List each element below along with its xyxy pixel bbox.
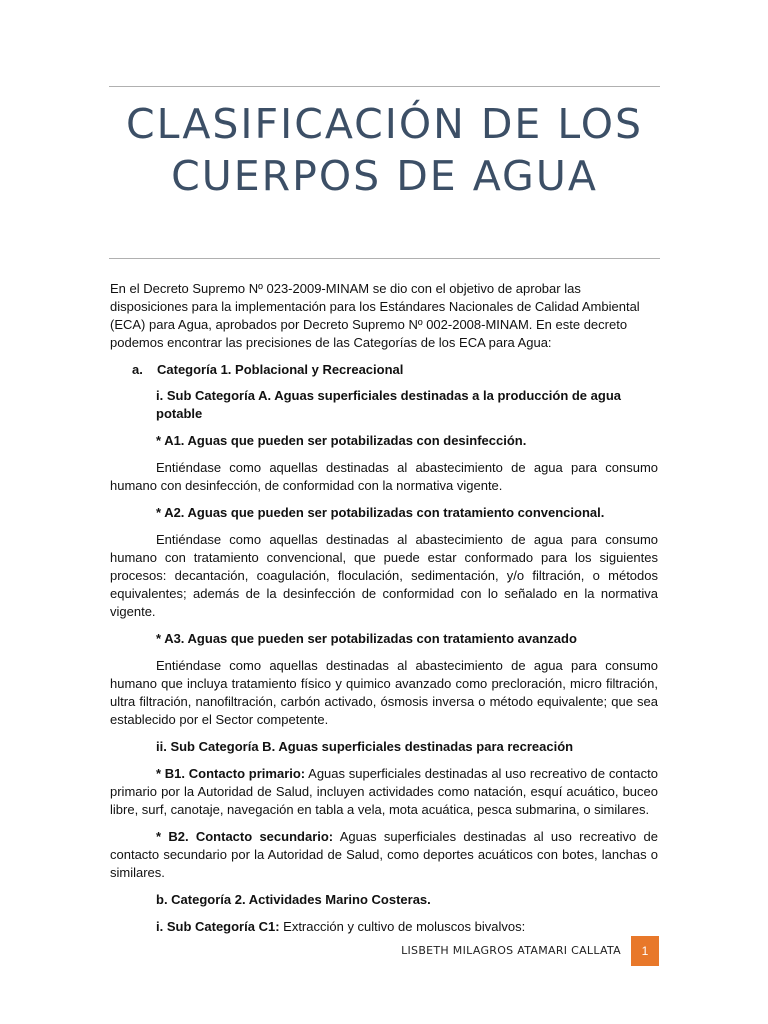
a1-heading: * A1. Aguas que pueden ser potabilizadas con desinfección. xyxy=(156,433,527,448)
page-footer xyxy=(385,936,659,966)
a3-heading: * A3. Aguas que pueden ser potabilizadas con tratamiento avanzado xyxy=(156,631,577,646)
category-2-heading: b. Categoría 2. Actividades Marino Costeras. xyxy=(156,892,431,907)
c1-paragraph xyxy=(110,918,658,936)
intro-paragraph: En el Decreto Supremo Nº 023-2009-MINAM se dio con el objetivo de aprobar las disposiciones para la implementación para los Estándares Nacionales de Calidad Ambiental (ECA) para Agua, aprobados por Decreto Supremo Nº 002-2008-MINAM. En este decreto podemos encontrar las precisiones de las Categorías de los ECA para Agua: xyxy=(110,281,640,350)
page-title: CLASIFICACIÓN DE LOS CUERPOS DE AGUA xyxy=(125,100,644,200)
category-1-label: Categoría 1. Poblacional y Recreacional xyxy=(157,362,404,377)
b2-label: * B2. Contacto secundario: xyxy=(156,829,334,844)
document-body xyxy=(110,280,658,945)
a2-paragraph: Entiéndase como aquellas destinadas al abastecimiento de agua para consumo humano con tratamiento convencional, que puede estar conformado para los siguientes procesos: decantación, coagulación, floculación, sedimentación, y/o filtración, o métodos equivalentes; además de la desinfección de conformidad con lo señalado en la normativa vigente. xyxy=(110,532,658,619)
footer-author: LISBETH MILAGROS ATAMARI CALLATA xyxy=(401,944,621,957)
a1-paragraph: Entiéndase como aquellas destinadas al abastecimiento de agua para consumo humano con desinfección, de conformidad con la normativa vigente. xyxy=(110,460,658,493)
category-1-marker: a. xyxy=(132,362,143,377)
subcategory-a-heading: i. Sub Categoría A. Aguas superficiales destinadas a la producción de agua potable xyxy=(156,388,621,421)
category-1-heading xyxy=(110,361,658,379)
b2-text: Aguas superficiales destinadas al uso recreativo de contacto secundario por la Autoridad de Salud, como deportes acuáticos con botes, lanchas o similares. xyxy=(110,829,658,880)
b1-label: * B1. Contacto primario: xyxy=(156,766,306,781)
b1-paragraph xyxy=(110,765,658,819)
a2-heading: * A2. Aguas que pueden ser potabilizadas con tratamiento convencional. xyxy=(156,505,605,520)
c1-label: i. Sub Categoría C1: xyxy=(156,919,280,934)
a3-paragraph: Entiéndase como aquellas destinadas al abastecimiento de agua para consumo humano que incluya tratamiento físico y quimico avanzado como precloración, micro filtración, ultra filtración, nanofiltración, carbón activado, ósmosis inversa o método equivalente; que sea establecido por el Sector competente. xyxy=(110,658,658,727)
b2-paragraph xyxy=(110,828,658,882)
subcategory-b-heading: ii. Sub Categoría B. Aguas superficiales destinadas para recreación xyxy=(156,739,574,754)
page-number-badge: 1 xyxy=(631,936,659,966)
b1-text: Aguas superficiales destinadas al uso recreativo de contacto primario por la Autoridad de Salud, incluyen actividades como natación, esquí acuático, buceo libre, surf, canotaje, navegación en tabla a vela, mota acuática, pesca submarina, o similares. xyxy=(110,766,658,817)
title-bottom-rule xyxy=(109,258,660,259)
title-top-rule xyxy=(109,86,660,87)
c1-text: Extracción y cultivo de moluscos bivalvos: xyxy=(279,919,526,934)
